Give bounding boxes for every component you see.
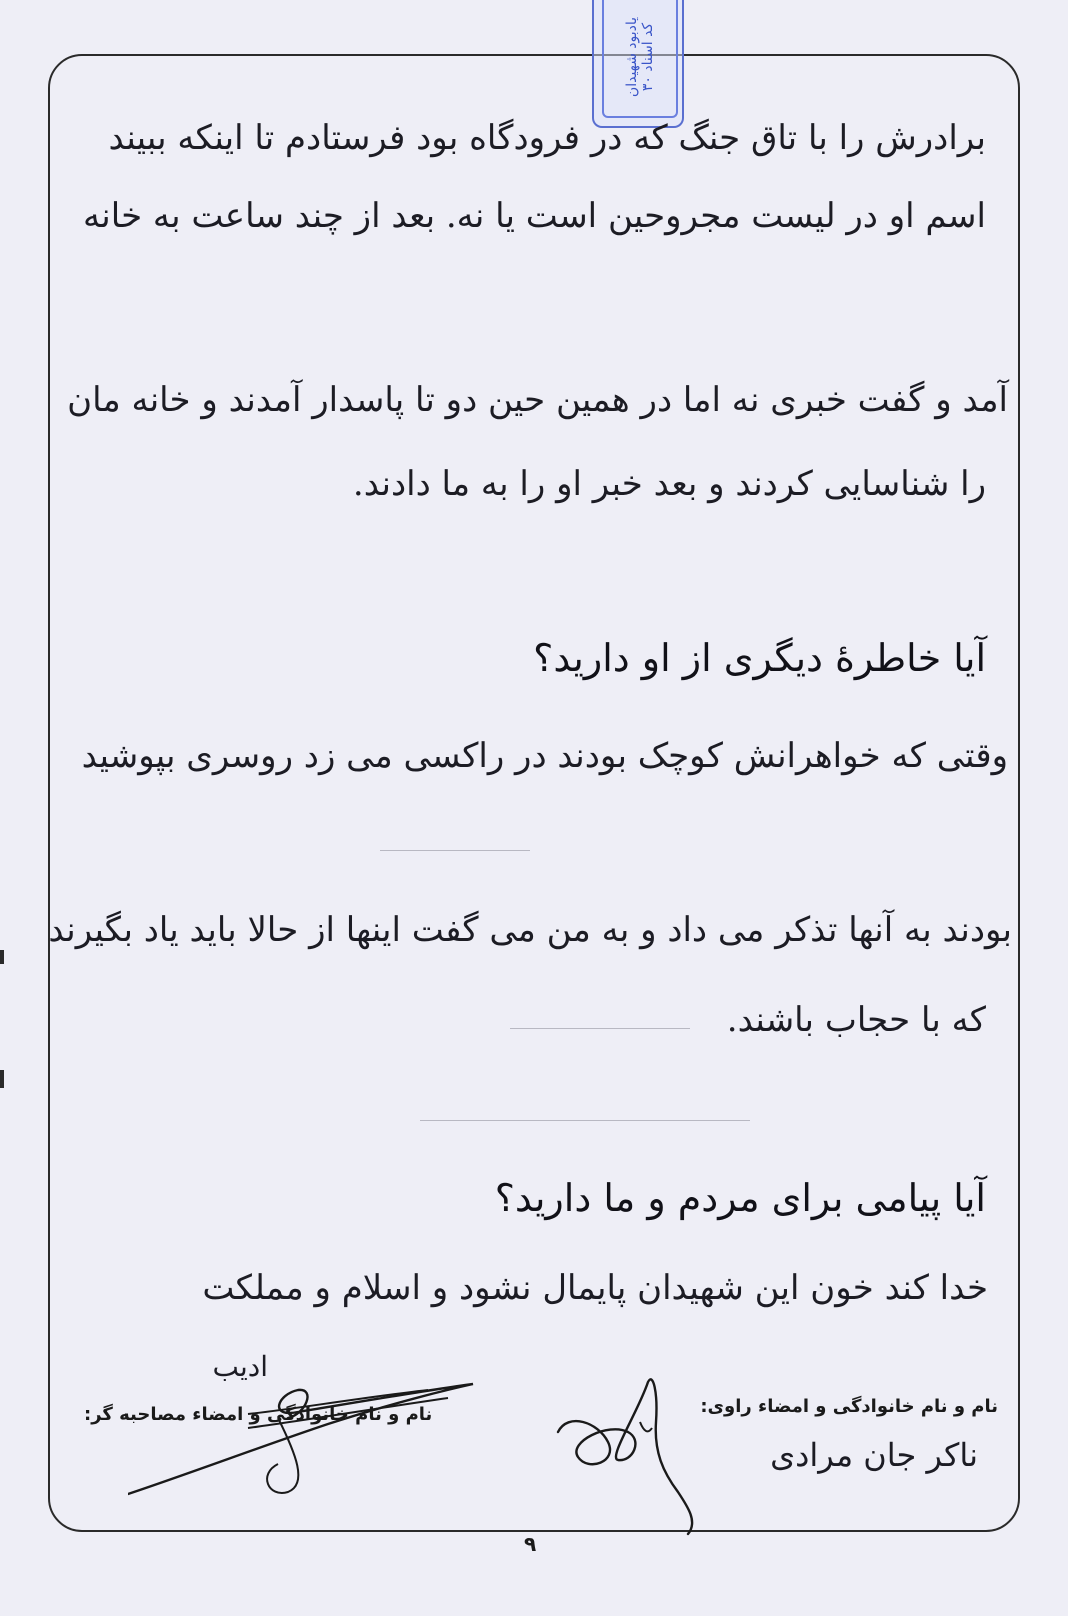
question-2: آیا پیامی برای مردم و ما دارید؟	[494, 1176, 986, 1220]
archive-stamp	[592, 0, 684, 128]
interviewer-label: نام و نام خانوادگی و امضاء مصاحبه گر:	[84, 1404, 433, 1425]
scan-edge-mark	[0, 1070, 4, 1088]
scan-edge-mark	[0, 950, 4, 964]
question-1: آیا خاطرهٔ دیگری از او دارید؟	[533, 636, 986, 680]
answer-2-line-2: ادیب	[212, 1350, 268, 1383]
stamp-text	[624, 17, 656, 97]
answer-2-line-1: خدا کند خون این شهیدان پایمال نشود و اسلام و مملکت	[202, 1268, 988, 1308]
answer-1-line-1: وقتی که خواهرانش کوچک بودند در راکسی می زد روسری بپوشید	[81, 736, 1008, 776]
stamp-inner-border	[602, 0, 678, 118]
narrator-name: ناکر جان مرادی	[770, 1436, 978, 1474]
text-line-3: آمد و گفت خبری نه اما در همین حین دو تا پاسدار آمدند و خانه مان	[67, 380, 1008, 420]
faint-rule	[380, 850, 530, 851]
answer-1-line-3: که با حجاب باشند.	[726, 1000, 986, 1040]
text-line-1: برادرش را با تاق جنگ که در فرودگاه بود فرستادم تا اینکه ببیند	[108, 118, 986, 158]
interviewer-signature	[128, 1354, 488, 1504]
stamp-line-2: کد اسناد ۳۰	[640, 22, 656, 92]
text-line-2: اسم او در لیست مجروحین است یا نه. بعد از چند ساعت به خانه	[83, 196, 986, 236]
stamp-line-1: یادبود شهیدان	[624, 16, 640, 98]
faint-rule	[510, 1028, 690, 1029]
page-border	[48, 54, 1020, 1532]
text-line-4: را شناسایی کردند و بعد خبر او را به ما دادند.	[352, 464, 986, 504]
narrator-label: نام و نام خانوادگی و امضاء راوی:	[700, 1396, 998, 1417]
answer-1-line-2: بودند به آنها تذکر می داد و به من می گفت اینها از حالا باید یاد بگیرند	[48, 910, 1012, 950]
faint-rule	[420, 1120, 750, 1121]
narrator-signature	[548, 1362, 698, 1542]
page-number: ۹	[524, 1532, 537, 1556]
